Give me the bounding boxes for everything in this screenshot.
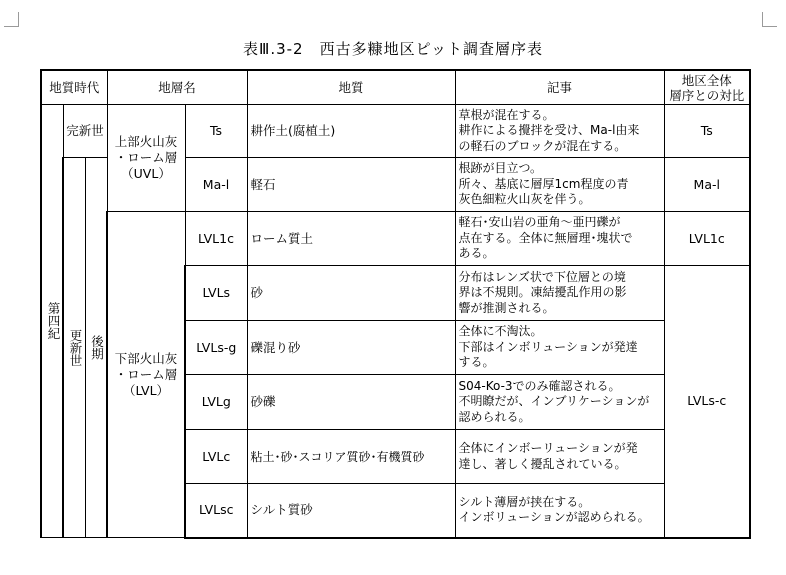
stratum-code: LVLg bbox=[185, 375, 247, 430]
geology-cell: 耕作土(腐植土) bbox=[247, 105, 455, 158]
header-notes: 記事 bbox=[455, 70, 664, 105]
late-label: 後期 bbox=[89, 335, 105, 360]
geology-cell: 粘土･砂･スコリア質砂･有機質砂 bbox=[247, 430, 455, 484]
comparison-cell: LVL1c bbox=[664, 212, 750, 266]
page-corner-mark-right bbox=[762, 12, 777, 27]
stratum-code: Ma-l bbox=[185, 158, 247, 212]
stratigraphy-table bbox=[40, 69, 751, 539]
geology-cell: 砂礫 bbox=[247, 375, 455, 430]
stratum-code: LVLs bbox=[185, 266, 247, 321]
table-row bbox=[41, 212, 750, 266]
geology-cell: 砂 bbox=[247, 266, 455, 321]
era-cell bbox=[41, 105, 63, 538]
stratum-code: LVLsc bbox=[185, 484, 247, 538]
upper-unit-cell: 上部火山灰 ・ローム層 （UVL） bbox=[107, 105, 185, 212]
notes-cell: シルト薄層が挟在する。 インボリューションが認められる。 bbox=[455, 484, 664, 538]
stratum-code: LVLc bbox=[185, 430, 247, 484]
notes-cell: 分布はレンズ状で下位層との境 界は不規則。凍結擾乱作用の影 響が推測される。 bbox=[455, 266, 664, 321]
header-comparison: 地区全体 層序との対比 bbox=[664, 70, 750, 105]
header-geology: 地質 bbox=[247, 70, 455, 105]
late-cell bbox=[85, 158, 107, 538]
table-row bbox=[41, 105, 750, 158]
table-title: 表Ⅲ.3-2 西古多糠地区ピット調査層序表 bbox=[242, 40, 543, 58]
notes-cell: 草根が混在する。 耕作による攪拌を受け、Ma-l由来 の軽石のブロックが混在する。 bbox=[455, 105, 664, 158]
stratum-code: Ts bbox=[185, 105, 247, 158]
comparison-cell: Ma-l bbox=[664, 158, 750, 212]
stratum-code: LVL1c bbox=[185, 212, 247, 266]
notes-cell: S04-Ko-3でのみ確認される。 不明瞭だが、インブリケーションが 認められる。 bbox=[455, 375, 664, 430]
notes-cell: 全体に不淘汰。 下部はインボリューションが発達 する。 bbox=[455, 321, 664, 375]
lower-unit-cell: 下部火山灰 ・ローム層 （LVL） bbox=[107, 212, 185, 538]
header-stratum: 地層名 bbox=[107, 70, 247, 105]
geology-cell: 礫混り砂 bbox=[247, 321, 455, 375]
geology-cell: ローム質土 bbox=[247, 212, 455, 266]
era-label: 第四紀 bbox=[46, 302, 61, 340]
holocene-cell bbox=[63, 105, 107, 158]
holocene-label: 完新世 bbox=[66, 123, 104, 138]
geology-cell: シルト質砂 bbox=[247, 484, 455, 538]
comparison-cell: Ts bbox=[664, 105, 750, 158]
stratum-code: LVLs-g bbox=[185, 321, 247, 375]
page-corner-mark-left bbox=[4, 12, 19, 27]
pleistocene-cell bbox=[63, 158, 85, 538]
header-row bbox=[41, 70, 750, 105]
notes-cell: 根跡が目立つ。 所々、基底に層厚1cm程度の青 灰色細粒火山灰を伴う。 bbox=[455, 158, 664, 212]
geology-cell: 軽石 bbox=[247, 158, 455, 212]
notes-cell: 全体にインボーリューションが発 達し、著しく擾乱されている。 bbox=[455, 430, 664, 484]
comparison-cell: LVLs-c bbox=[664, 266, 750, 538]
notes-cell: 軽石･安山岩の亜角～亜円礫が 点在する。全体に無層理･塊状で ある。 bbox=[455, 212, 664, 266]
pleistocene-label: 更新世 bbox=[68, 328, 83, 367]
header-period: 地質時代 bbox=[41, 70, 107, 105]
